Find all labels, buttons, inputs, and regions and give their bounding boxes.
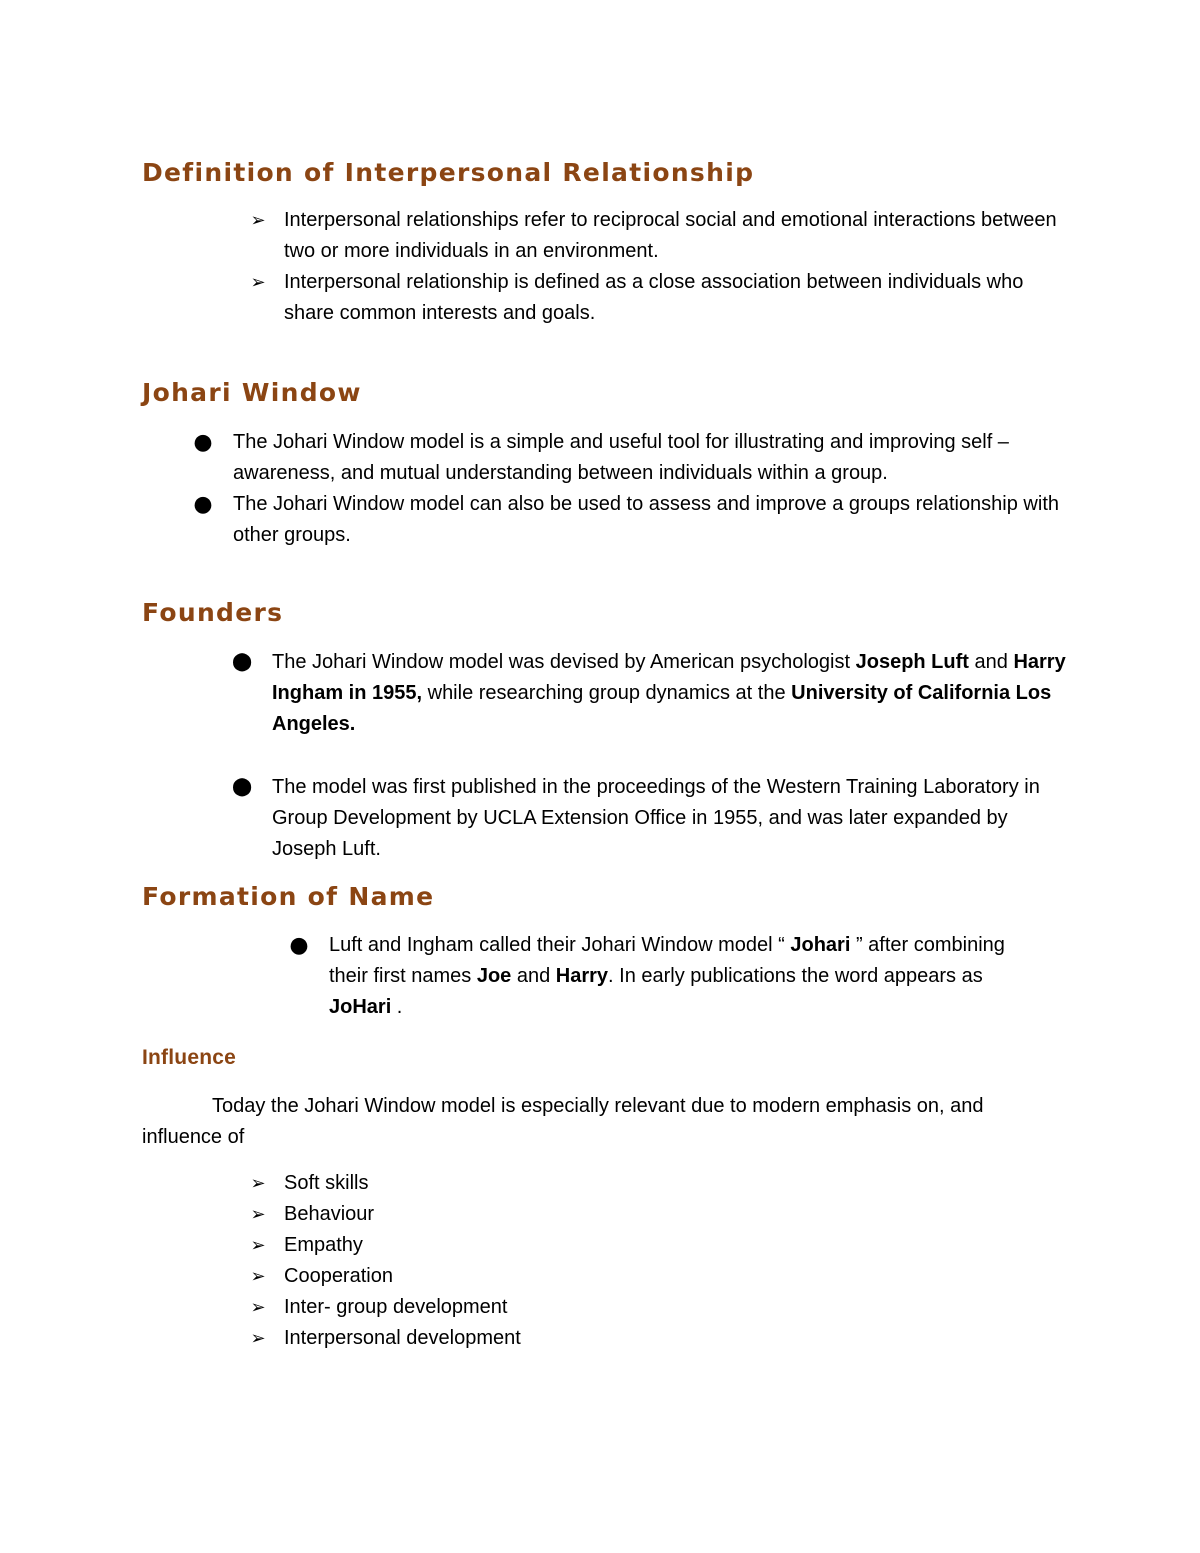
list-item [193,489,1073,551]
bullet-icon: ⬤ [232,651,253,672]
list-item-text: The Johari Window model is a simple and useful tool for illustrating and improving self – awareness, and mutual understanding between individuals within a group. [233,431,1009,484]
arrow-bullet-icon: ➢ [250,1173,266,1194]
formation-text-5: . [391,996,403,1018]
formation-list [289,930,1049,1023]
list-item-text: Interpersonal relationship is defined as a close association between individuals who share common interests and goals. [284,271,1024,324]
arrow-bullet-icon: ➢ [250,1266,266,1287]
formation-text-1: Luft and Ingham called their Johari Window model “ [329,934,791,956]
name-harry: Harry [555,965,609,987]
heading-influence: Influence [142,1046,236,1069]
list-item [232,772,1072,865]
heading-definition: Definition of Interpersonal Relationship [142,158,755,187]
influence-list [250,1168,884,1354]
university-name: University of California Los Angeles. [272,682,1052,735]
list-item [193,427,1073,489]
founders-text-2: and [968,651,1014,673]
arrow-bullet-icon: ➢ [250,210,266,231]
word-johari: Johari [790,934,851,956]
heading-formation-of-name: Formation of Name [142,882,435,911]
list-item [250,1168,884,1199]
founders-text-1: The Johari Window model was devised by American psychologist [272,651,856,673]
list-item [250,205,1064,267]
heading-johari-window: Johari Window [142,378,362,407]
founders-list-2 [232,772,1072,865]
list-item-text: The Johari Window model can also be used to assess and improve a groups relationship with other groups. [233,493,1059,546]
list-item [232,647,1072,740]
word-johari-variant: JoHari [329,996,392,1018]
name-joe: Joe [476,965,512,987]
arrow-bullet-icon: ➢ [250,1328,266,1349]
list-item-text: Cooperation [284,1265,393,1287]
list-item [250,1292,884,1323]
arrow-bullet-icon: ➢ [250,1297,266,1318]
list-item [289,930,1049,1023]
list-item [250,1230,884,1261]
arrow-bullet-icon: ➢ [250,272,266,293]
founders-list [232,647,1072,740]
bullet-icon: ● [193,430,213,455]
founders-text-3: while researching group dynamics at the [422,682,792,704]
definition-list [250,205,1064,329]
list-item [250,1323,884,1354]
list-item-text: Inter- group development [284,1296,508,1318]
list-item-text: Behaviour [284,1203,375,1225]
list-item [250,1261,884,1292]
founder-name-harry-ingham: Harry Ingham in 1955, [272,651,1066,704]
list-item-text: Empathy [284,1234,363,1256]
formation-text-3: and [511,965,556,987]
influence-paragraph: Today the Johari Window model is especially relevant due to modern emphasis on, and influence of [142,1095,984,1148]
johari-window-list [193,427,1073,551]
list-item-text: Interpersonal relationships refer to reciprocal social and emotional interactions between two or more individuals in an environment. [284,209,1057,262]
list-item-text: Interpersonal development [284,1327,521,1349]
heading-founders: Founders [142,598,284,627]
list-item-text: Soft skills [284,1172,369,1194]
formation-text-2: ” after combining their first names [329,934,1005,987]
list-item-text: The model was first published in the proceedings of the Western Training Laboratory in Group Development by UCLA Extension Office in 1955, and was later expanded by Joseph Luft. [272,776,1040,860]
list-item [250,267,1064,329]
arrow-bullet-icon: ➢ [250,1204,266,1225]
arrow-bullet-icon: ➢ [250,1235,266,1256]
bullet-icon: ⬤ [232,776,253,797]
founder-name-joseph-luft: Joseph Luft [855,651,969,673]
bullet-icon: ● [193,492,213,517]
list-item [250,1199,884,1230]
bullet-icon: ● [289,933,309,958]
formation-text-4: . In early publications the word appears as [608,965,983,987]
